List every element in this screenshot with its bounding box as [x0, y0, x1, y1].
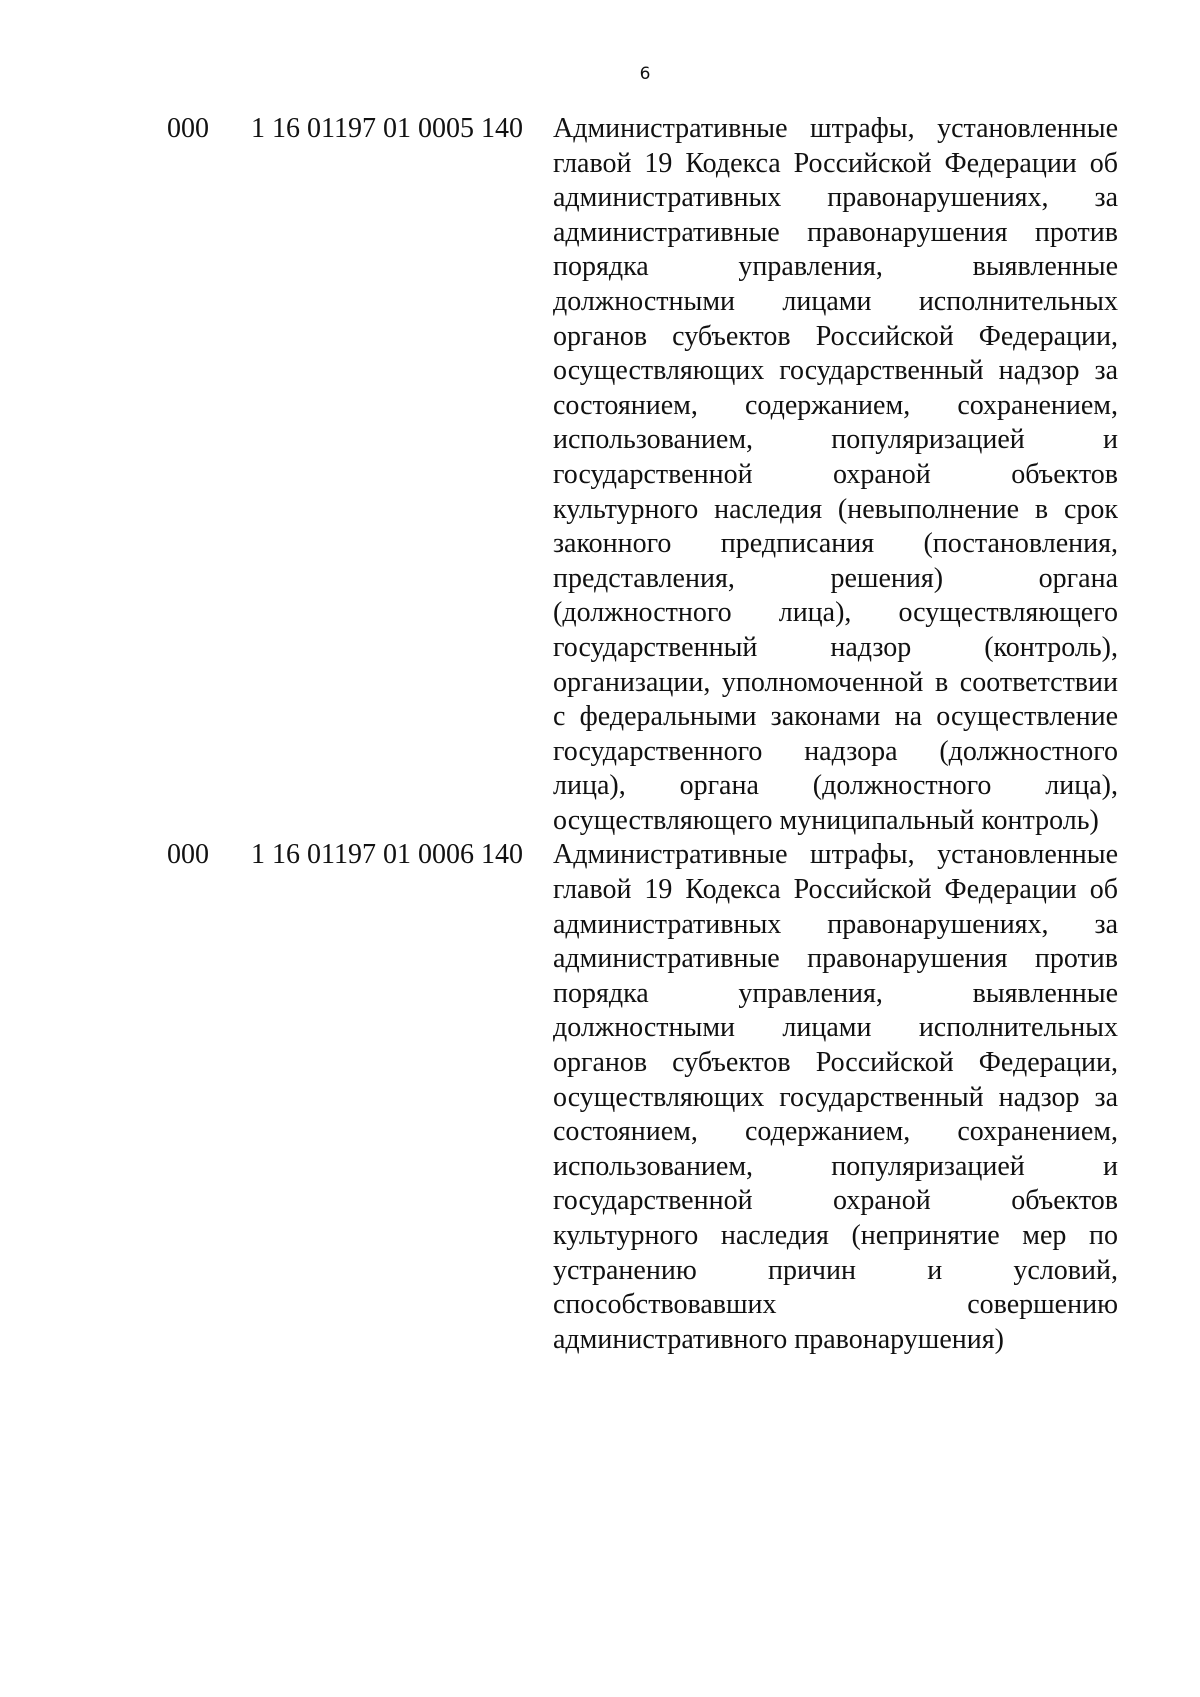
admin-code: 000: [167, 113, 209, 144]
revenue-classification-code: 1 16 01197 01 0005 140: [251, 113, 523, 144]
table-row: [0, 112, 1200, 838]
page-number: 6: [639, 64, 651, 84]
admin-code: 000: [167, 839, 209, 871]
revenue-description: Административные штрафы, установленные главой 19 Кодекса Российской Федерации об административных правонарушениях, за административные правонарушения против порядка управления, выявленные должностными лицами исполнительных органов субъектов Российской Федерации, осуществляющих государственный надзор за состоянием, содержанием, сохранением, использованием, популяризацией и государственной охраной объектов культурного наследия (непринятие мер по устранению причин и условий, способствовавших совершению административного правонарушения): [553, 839, 1118, 1355]
table-row: [0, 838, 1200, 1357]
revenue-code-table: [0, 112, 1200, 1357]
revenue-classification-code: 1 16 01197 01 0006 140: [251, 839, 523, 871]
revenue-description: Административные штрафы, установленные главой 19 Кодекса Российской Федерации об административных правонарушениях, за административные правонарушения против порядка управления, выявленные должностными лицами исполнительных органов субъектов Российской Федерации, осуществляющих государственный надзор за состоянием, содержанием, сохранением, использованием, популяризацией и государственной охраной объектов культурного наследия (невыполнение в срок законного предписания (постановления, представления, решения) органа (должностного лица), осуществляющего государственный надзор (контроль), организации, уполномоченной в соответствии с федеральными законами на осуществление государственного надзора (должностного лица), органа (должностного лица), осуществляющего муниципальный контроль): [553, 113, 1118, 836]
